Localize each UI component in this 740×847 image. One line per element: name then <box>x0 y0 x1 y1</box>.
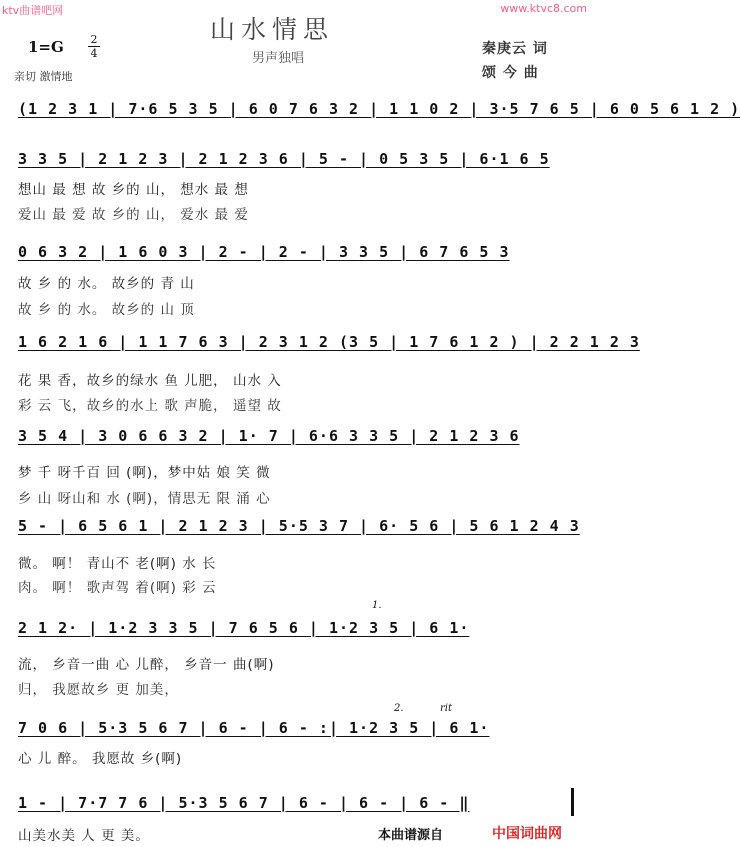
source-prefix: 本曲谱源自 <box>378 828 444 843</box>
score-row-2-lyric-2: 爱山 最 爱 故 乡的 山， 爱水 最 爱 <box>18 207 249 223</box>
score-row-4-lyric-2: 彩 云 飞，故乡的水上 歌 声脆， 遥望 故 <box>18 398 282 414</box>
meter-top: 2 <box>90 33 98 46</box>
song-title: 山水情思 <box>210 15 335 44</box>
lyricist-credit: 秦庚云 词 <box>482 41 548 57</box>
score-row-7-notes: 2 1 2· | 1·2 3 3 5 | 7 6 5 6 | 1·2 3 5 | 6 1· <box>18 619 470 637</box>
expression-mark: 亲切 激情地 <box>14 70 73 83</box>
score-row-7-lyric-1: 流， 乡音一曲 心 儿醉， 乡音一 曲(啊) <box>18 657 275 673</box>
score-row-9-lyric-1: 山美水美 人 更 美。 <box>18 828 150 844</box>
score-row-8-notes: 7 0 6 | 5·3 5 6 7 | 6 - | 6 - :| 1·2 3 5 | 6 1· <box>18 719 490 737</box>
score-row-3-lyric-2: 故 乡 的 水。 故乡的 山 顶 <box>18 302 195 318</box>
score-row-3-lyric-1: 故 乡 的 水。 故乡的 青 山 <box>18 276 195 292</box>
watermark-left: ktv曲谱吧网 <box>2 4 64 17</box>
final-barline <box>571 788 574 816</box>
score-row-5-lyric-2: 乡 山 呀山和 水 (啊)，情思无 限 涌 心 <box>18 491 271 507</box>
key-signature: 1=G <box>28 38 64 56</box>
score-row-6-notes: 5 - | 6 5 6 1 | 2 1 2 3 | 5·5 3 7 | 6· 5 6 | 5 6 1 2 4 3 <box>18 517 580 535</box>
score-row-5-lyric-1: 梦 千 呀千百 回 (啊)，梦中姑 娘 笑 微 <box>18 465 271 481</box>
score-row-4-notes: 1 6 2 1 6 | 1 1 7 6 3 | 2 3 1 2 (3 5 | 1 7 6 1 2 ) | 2 2 1 2 3 <box>18 333 640 351</box>
score-row-2-notes: 3 3 5 | 2 1 2 3 | 2 1 2 3 6 | 5 - | 0 5 3 5 | 6·1 6 5 <box>18 150 550 168</box>
ritardando-mark: rit <box>440 703 452 714</box>
score-row-6-lyric-1: 微。 啊！ 青山不 老(啊) 水 长 <box>18 556 217 572</box>
song-subtitle: 男声独唱 <box>252 51 305 66</box>
meter-bottom: 4 <box>90 47 98 60</box>
score-row-9-notes: 1 - | 7·7 7 6 | 5·3 5 6 7 | 6 - | 6 - | 6 - ‖ <box>18 794 470 812</box>
score-row-4-lyric-1: 花 果 香，故乡的绿水 鱼 儿肥， 山水 入 <box>18 373 282 389</box>
time-signature <box>88 34 100 59</box>
score-row-7-lyric-2: 归， 我愿故乡 更 加美， <box>18 682 179 698</box>
score-row-2-lyric-1: 想山 最 想 故 乡的 山， 想水 最 想 <box>18 182 249 198</box>
volta-2: 2. <box>394 703 404 714</box>
score-row-3-notes: 0 6 3 2 | 1 6 0 3 | 2 - | 2 - | 3 3 5 | 6 7 6 5 3 <box>18 243 510 261</box>
watermark-right: www.ktvc8.com <box>500 2 587 15</box>
score-row-8-lyric-1: 心 儿 醉。 我愿故 乡(啊) <box>18 751 183 767</box>
score-row-6-lyric-2: 肉。 啊！ 歌声驾 着(啊) 彩 云 <box>18 580 217 596</box>
source-site: 中国词曲网 <box>492 826 562 842</box>
volta-1: 1. <box>372 600 382 611</box>
score-row-1-notes: (1 2 3 1 | 7·6 5 3 5 | 6 0 7 6 3 2 | 1 1 0 2 | 3·5 7 6 5 | 6 0 5 6 1 2 ) <box>18 100 740 118</box>
composer-credit: 颂 今 曲 <box>482 65 539 81</box>
score-row-5-notes: 3 5 4 | 3 0 6 6 3 2 | 1· 7 | 6·6 3 3 5 | 2 1 2 3 6 <box>18 427 520 445</box>
